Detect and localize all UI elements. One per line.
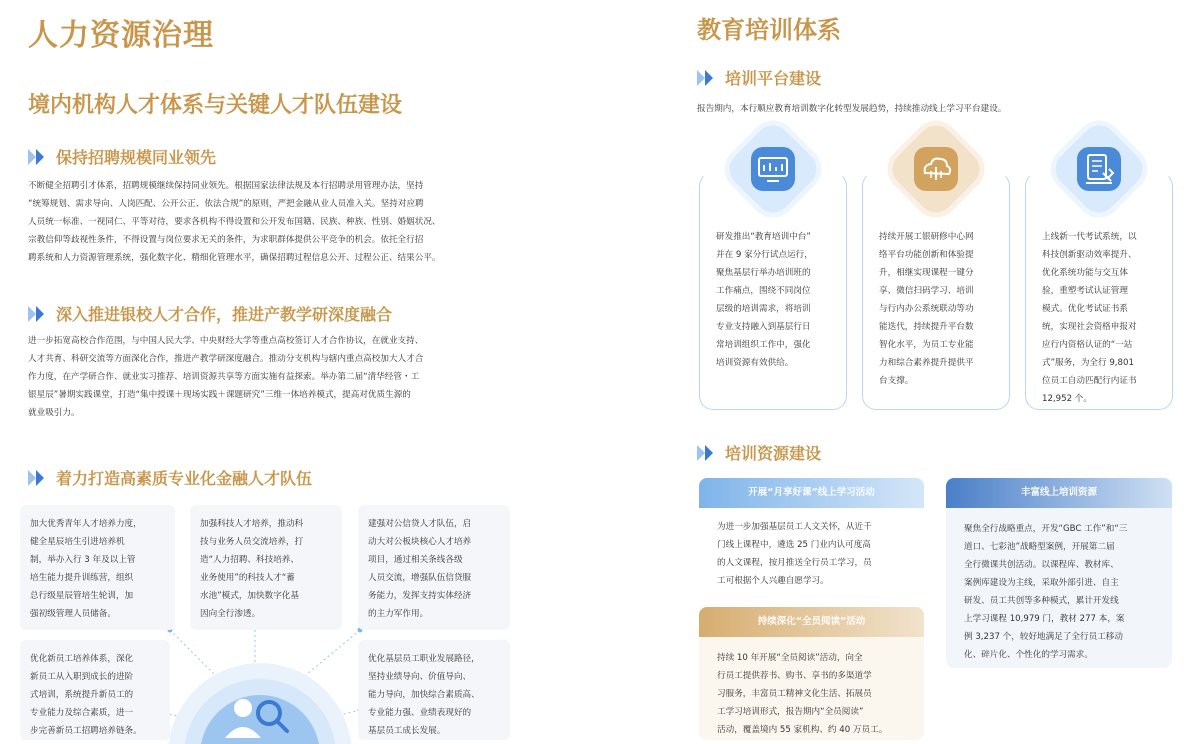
talent-circle bbox=[165, 620, 355, 744]
double-arrow-icon bbox=[28, 306, 48, 322]
double-arrow-icon bbox=[28, 149, 48, 165]
double-arrow-icon bbox=[28, 470, 48, 486]
exam-icon bbox=[1073, 143, 1125, 195]
resource-header-reading: 持续深化“全员阅读”活动 bbox=[699, 607, 924, 637]
platform-intro: 报告期内，本行顺应教育培训数字化转型发展趋势，持续推动线上学习平台建设。 bbox=[697, 104, 1007, 114]
section-subtitle: 境内机构人才体系与关键人才队伍建设 bbox=[28, 93, 403, 118]
section-heading-talent-team: 着力打造高素质专业化金融人才队伍 bbox=[28, 466, 312, 489]
monitor-icon bbox=[747, 143, 799, 195]
resource-body-monthly-course: 为进一步加强基层员工人文关怀，从近千 门线上课程中，遴选 25 门业内认可度高 的人文课程，按月推送全行员工学习，员 工可根据个人兴趣自愿学习。 bbox=[699, 508, 924, 607]
double-arrow-icon bbox=[697, 70, 717, 86]
resource-body-online: 聚焦全行战略重点，开发“GBC 工作”和“三 道口、七彩池”战略型案例，开展第二届 全行微课共创活动。以课程库、教材库、 案例库建设为主线，采取外部引进、自主 研发、员工共创等多种模式，累计开发线 上学习课程 10,979 门，教材 277 本，案 例 3,237 个，较好地满足了全行员工移动 化、碎片化、个性化的学习需求。 bbox=[946, 508, 1172, 668]
resource-header-monthly-course: 开展“月享好课”线上学习活动 bbox=[699, 478, 924, 508]
talent-card-grassroots: 优化基层员工职业发展路径， 坚持业绩导向、价值导向、 能力导向，加快综合素质高、 专业能力强、业绩表现好的 基层员工成长发展。 bbox=[358, 640, 510, 740]
talent-card-new-staff: 优化新员工培养体系，深化 新员工从入职到成长的进阶 式培训，系统提升新员工的 专业能力及综合素质，进一 步完善新员工招聘培养链条。 bbox=[20, 640, 170, 740]
university-paragraph: 进一步拓宽高校合作范围，与中国人民大学、中央财经大学等重点高校签订人才合作协议，在就业支持、 人才共育、科研交流等方面深化合作，推进产教学研深度融合。推动分支机构与辖内重点高校加大人才合 作力度，在产学研合作、就业实习推荐、培训资源共享等方面实施有益探索。举办第二届“清华经管・工 银星辰”暑期实践课堂，打造“集中授课＋现场实践＋课题研究”三维一体培养模式，提高对优质生源的 就业吸引力。 bbox=[28, 336, 424, 418]
section-heading-university: 深入推进银校人才合作，推进产教学研深度融合 bbox=[28, 302, 392, 325]
section-heading-platform: 培训平台建设 bbox=[697, 66, 821, 89]
talent-card-tech: 加强科技人才培养，推动科 技与业务人员交流培养，打 造“人力招聘、科技培养、 业务使用”的科技人才“蓄 水池”模式，加快数字化基 因向全行渗透。 bbox=[190, 505, 342, 630]
talent-card-credit: 建强对公信贷人才队伍，启 动大对公板块核心人才培养 项目，通过相关条线各级 人员交流，增强队伍信贷服 务能力，发挥支持实体经济 的主力军作用。 bbox=[358, 505, 510, 630]
resource-header-online: 丰富线上培训资源 bbox=[946, 478, 1172, 508]
platform-card-exam-system: 上线新一代考试系统，以 科技创新驱动效率提升、 优化系统功能与交互体 验，重塑考试认证管理 模式。优化考试证书系 统，实现社会资格申报对 应行内资格认证的“一站 式”服务，为全行 9,801 位员工自动匹配行内证书 12,952 个。 bbox=[1025, 172, 1173, 410]
recruitment-paragraph: 不断健全招聘引才体系，招聘规模继续保持同业领先。根据国家法律法规及本行招聘录用管理办法，坚持 “统筹规划、需求导向、人岗匹配、公开公正、依法合规”的原则，严把金融从业人员准入关。坚持对应聘 人员统一标准、一视同仁、平等对待，要求各机构不得设置和公开发布国籍、民族、种族、性别、婚姻状况、 宗教信仰等歧视性条件，不得设置与岗位要求无关的条件，为求职群体提供公平竞争的机会。依托全行招 聘系统和人力资源管理系统，强化数字化、精细化管理水平，确保招聘过程信息公开、过程公正、结果公平。 bbox=[28, 181, 441, 263]
platform-card-training-center: 持续开展工银研修中心网 络平台功能创新和体验提 升，相继实现课程一键分 享、微信扫码学习、培训 与行内办公系统联动等功 能迭代，持续提升平台数 智化水平，为员工专业能 力和综合素养提升提供平 台支撑。 bbox=[862, 172, 1010, 410]
section-heading-resources: 培训资源建设 bbox=[697, 441, 821, 464]
section-heading-recruitment: 保持招聘规模同业领先 bbox=[28, 145, 216, 168]
double-arrow-icon bbox=[697, 445, 717, 461]
page-title: 人力资源治理 bbox=[28, 18, 214, 53]
talent-card-youth: 加大优秀青年人才培养力度， 健全星辰培生引进培养机 制，举办入行 3 年及以上管 培生能力提升训练营，组织 总行级星辰管培生轮训，加 强初级管理人员储备。 bbox=[20, 505, 175, 630]
resource-body-reading: 持续 10 年开展“全员阅读”活动，向全 行员工提供荐书、购书、享书的多渠道学 习服务，丰富员工精神文化生活、拓展员 工学习培训形式，报告期内“全员阅读” 活动，覆盖境内 55 家机构、约 40 万员工。 bbox=[699, 637, 924, 740]
platform-card-middle-office: 研发推出“教育培训中台” 并在 9 家分行试点运行， 聚焦基层行举办培训班的 工作痛点，围绕不同岗位 层级的培训需求，将培训 专业支持融入到基层行日 常培训组织工作中，强化 培训资源有效供给。 bbox=[699, 172, 847, 410]
right-page-title: 教育培训体系 bbox=[697, 16, 841, 44]
cloud-icon bbox=[910, 143, 962, 195]
